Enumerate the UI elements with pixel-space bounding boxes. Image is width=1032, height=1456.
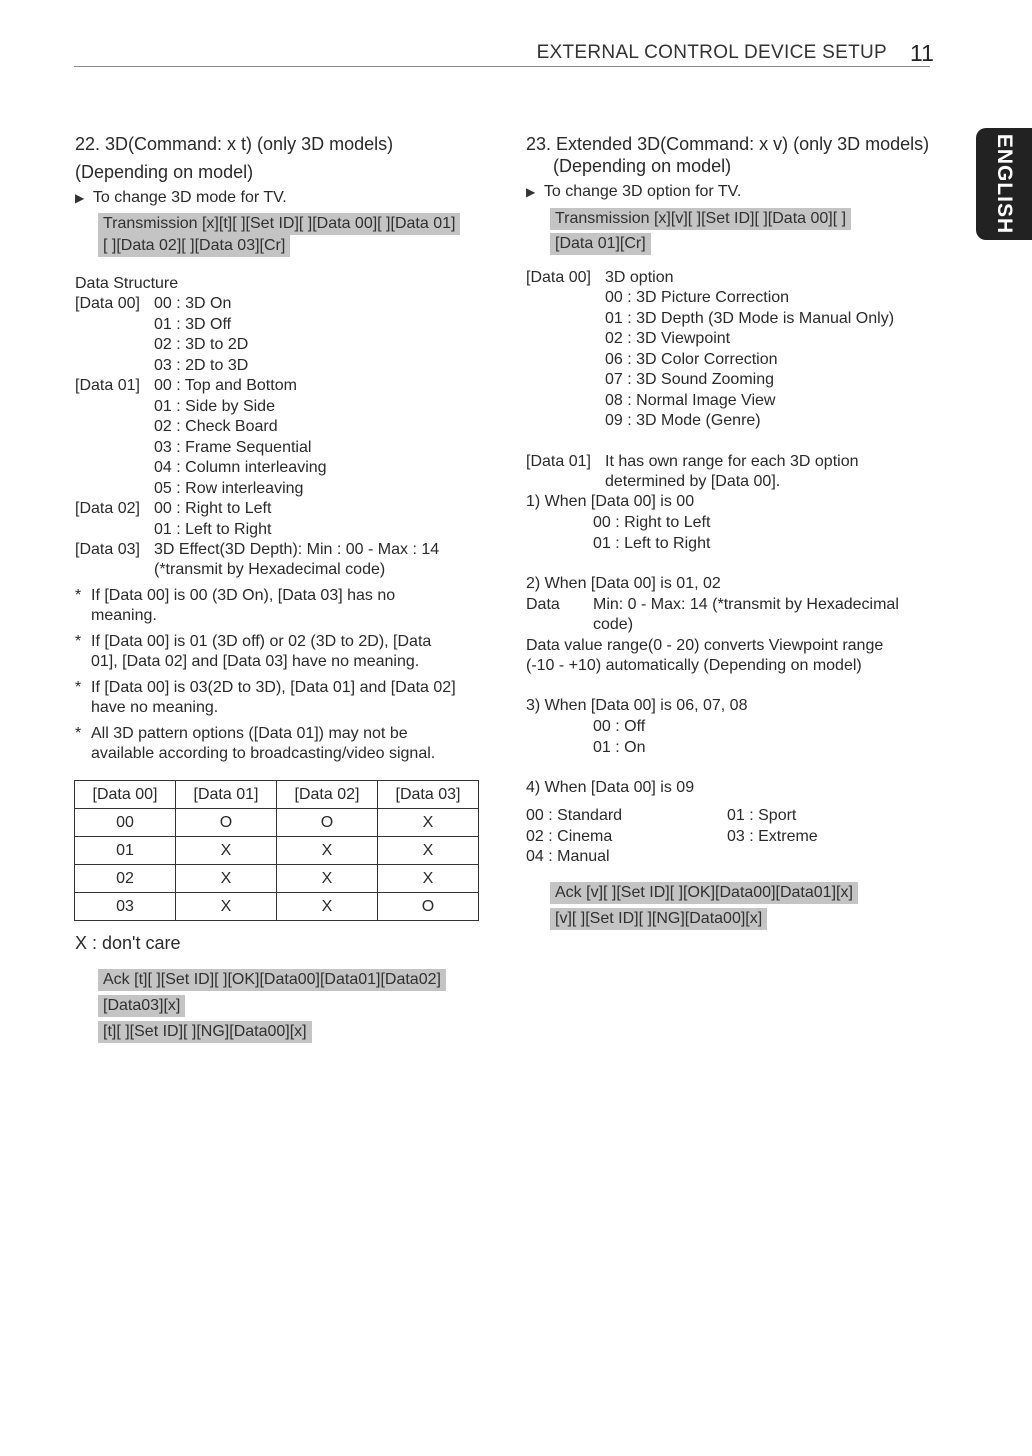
note-line: All 3D pattern options ([Data 01]) may not be [91,725,408,742]
language-tab-label: ENGLISH [993,133,1016,235]
list-item: 00 : Standard [526,807,623,824]
table-cell: O [176,809,277,837]
table-cell: 03 [75,893,176,921]
section-22-bullet [75,188,287,209]
ack-line: [v][ ][Set ID][ ][NG][Data00][x] [550,908,767,930]
data00-label: [Data 00] [75,295,140,312]
list-item: 04 : Manual [526,848,610,865]
list-item: 03 : Extreme [727,827,818,845]
table-cell: X [277,893,378,921]
table-cell: X [277,837,378,865]
list-item: 05 : Row interleaving [154,479,304,497]
table-cell: X [176,837,277,865]
dont-care-note: X : don't care [75,933,181,953]
when2-extra: (-10 - +10) automatically (Depending on model) [526,657,862,674]
list-item: 01 : 3D Off [154,315,232,333]
transmission-box-23 [550,208,851,255]
running-header: EXTERNAL CONTROL DEVICE SETUP [536,42,887,63]
asterisk-marker: * [75,679,82,696]
3d-options-table [74,780,479,921]
list-item: 00 : 3D On [154,295,232,312]
list-item: 02 : 3D Viewpoint [605,330,731,347]
ack-line: [t][ ][Set ID][ ][NG][Data00][x] [98,1021,312,1043]
language-tab [976,128,1032,240]
list-item: 06 : 3D Color Correction [605,350,778,368]
note-line: available according to broadcasting/video signal. [91,745,436,762]
section-23-bullet [526,182,741,203]
r-data00-list [605,288,894,432]
list-item: 01 : Side by Side [154,397,275,415]
section-23-subheading: (Depending on model) [553,156,732,176]
list-item: 01 : On [593,738,646,756]
table-cell: X [378,809,479,837]
note-line: have no meaning. [91,699,219,716]
table-cell: X [378,865,479,893]
table-header-row [75,781,479,809]
list-item: 01 : 3D Depth (3D Mode is Manual Only) [605,309,895,327]
header-rule [74,66,930,67]
list-item: 08 : Normal Image View [605,391,776,409]
table-row [75,809,479,837]
r-data01-line: determined by [Data 00]. [605,473,781,490]
when1-title: 1) When [Data 00] is 00 [526,493,695,510]
when4-col2 [727,806,818,847]
list-item: 01 : Left to Right [154,520,272,538]
table-cell: X [176,893,277,921]
data01-label: [Data 01] [75,377,140,394]
when1-list [593,513,710,554]
list-item: 00 : Top and Bottom [154,377,297,394]
table-row [75,893,479,921]
list-item: 02 : 3D to 2D [154,336,249,353]
data01-list [154,376,327,499]
transmission-line: Transmission [x][v][ ][Set ID][ ][Data 00][ ] [550,208,851,230]
when2-data-line: code) [593,616,634,633]
table-header-cell: [Data 00] [75,781,176,809]
asterisk-marker: * [75,725,82,742]
ack-box-23 [550,882,858,930]
asterisk-marker: * [75,633,82,650]
table-cell: 02 [75,865,176,893]
when3-list [593,717,645,758]
when4-col1 [526,806,622,868]
when2-extra: Data value range(0 - 20) converts Viewpoint range [526,637,884,654]
list-item: 00 : Right to Left [154,500,272,517]
table-header-cell: [Data 01] [176,781,277,809]
bullet-text: To change 3D mode for TV. [92,189,287,206]
data02-label: [Data 02] [75,500,140,517]
table-row [75,865,479,893]
list-item: 03 : Frame Sequential [154,438,312,456]
table-cell: 01 [75,837,176,865]
r-data01-label: [Data 01] [526,453,591,470]
note-line: meaning. [91,607,157,624]
list-item: 02 : Cinema [526,827,613,845]
triangle-bullet-icon: ▶ [75,191,85,205]
table-cell: 00 [75,809,176,837]
list-item: 03 : 2D to 3D [154,356,249,374]
transmission-line: Transmission [x][t][ ][Set ID][ ][Data 00][ ][Data 01] [98,213,460,235]
list-item: 02 : Check Board [154,418,278,435]
data02-list [154,499,271,540]
list-item: 09 : 3D Mode (Genre) [605,412,761,429]
when2-title: 2) When [Data 00] is 01, 02 [526,575,721,592]
note-line: If [Data 00] is 00 (3D On), [Data 03] has no [91,587,396,604]
note-line: 01], [Data 02] and [Data 03] have no meaning. [91,653,420,670]
list-item: 07 : 3D Sound Zooming [605,371,774,388]
page-number: 11 [910,40,934,66]
list-item: 00 : Off [593,718,646,735]
ack-line: [Data03][x] [98,995,185,1017]
r-data01-line: It has own range for each 3D option [605,453,859,470]
asterisk-marker: * [75,587,82,604]
transmission-line: [ ][Data 02][ ][Data 03][Cr] [98,235,290,257]
table-cell: X [277,865,378,893]
when4-title: 4) When [Data 00] is 09 [526,779,695,796]
list-item: 01 : Left to Right [593,534,711,552]
list-item: 04 : Column interleaving [154,459,327,476]
r-data00-label: [Data 00] [526,269,591,286]
note-line: If [Data 00] is 01 (3D off) or 02 (3D to 2D), [Data [91,633,432,650]
when2-data-label: Data [526,596,560,613]
note-line: If [Data 00] is 03(2D to 3D), [Data 01] and [Data 02] [91,679,456,696]
triangle-bullet-icon: ▶ [526,185,536,199]
list-item: 00 : Right to Left [593,514,711,531]
table-cell: O [378,893,479,921]
data03-line: (*transmit by Hexadecimal code) [154,561,386,578]
list-item: 01 : Sport [727,807,797,824]
data00-list [154,294,248,376]
transmission-line: [Data 01][Cr] [550,233,651,255]
table-row [75,837,479,865]
section-23-heading: 23. Extended 3D(Command: x v) (only 3D models) [526,134,930,154]
ack-box-22 [98,969,446,1043]
transmission-box-22 [98,213,460,257]
table-cell: X [176,865,277,893]
r-data00-title: 3D option [605,269,674,286]
data-structure-title: Data Structure [75,275,179,292]
data03-label: [Data 03] [75,541,140,558]
section-22-heading: 22. 3D(Command: x t) (only 3D models) [75,134,394,154]
when3-title: 3) When [Data 00] is 06, 07, 08 [526,697,748,714]
ack-line: Ack [v][ ][Set ID][ ][OK][Data00][Data01][x] [550,882,858,904]
section-22-subheading: (Depending on model) [75,162,254,182]
ack-line: Ack [t][ ][Set ID][ ][OK][Data00][Data01][Data02] [98,969,446,991]
data03-line: 3D Effect(3D Depth): Min : 00 - Max : 14 [154,541,440,558]
table-cell: O [277,809,378,837]
bullet-text: To change 3D option for TV. [543,183,742,200]
when2-data-line: Min: 0 - Max: 14 (*transmit by Hexadecimal [593,596,899,613]
table-header-cell: [Data 02] [277,781,378,809]
list-item: 00 : 3D Picture Correction [605,289,790,306]
table-cell: X [378,837,479,865]
table-header-cell: [Data 03] [378,781,479,809]
